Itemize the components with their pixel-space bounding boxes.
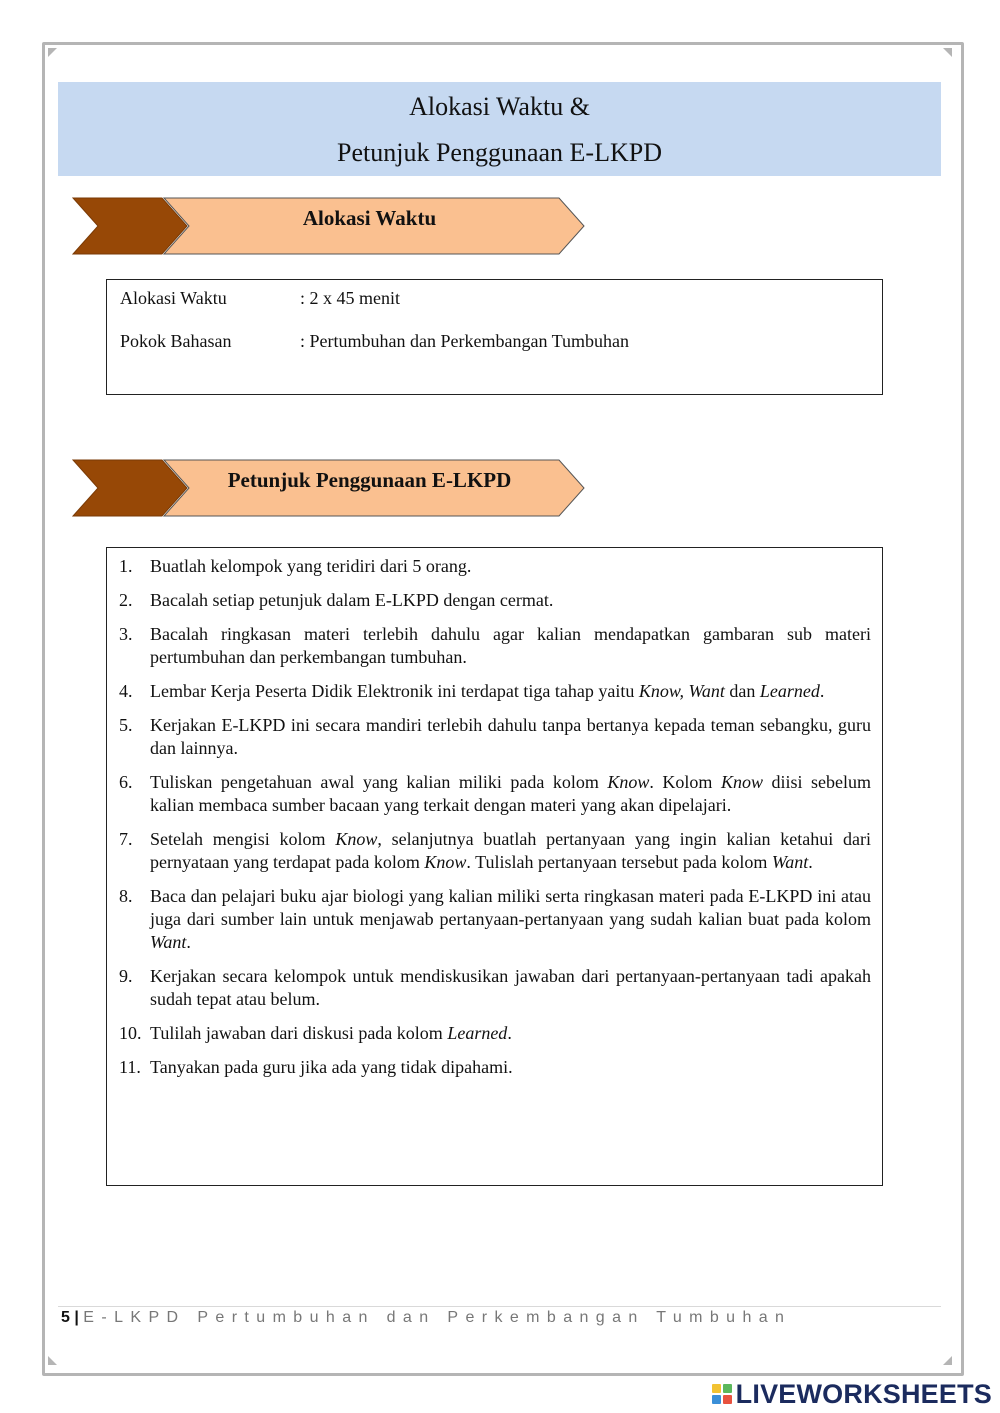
- footer-separator: |: [69, 1309, 84, 1326]
- section-heading-alokasi-waktu: Alokasi Waktu: [302, 206, 437, 230]
- section-banner-petunjuk: [72, 458, 587, 518]
- info-value: : 2 x 45 menit: [300, 288, 400, 308]
- instruction-number: 5.: [119, 715, 133, 735]
- instruction-item: [119, 589, 871, 612]
- instruction-number: 11.: [119, 1057, 141, 1077]
- info-key: Alokasi Waktu: [120, 288, 227, 308]
- instruction-number: 7.: [119, 829, 133, 849]
- instruction-text: Tuliskan pengetahuan awal yang kalian miliki pada kolom Know. Kolom Know diisi sebelum kalian membaca sumber bacaan yang terkait dengan materi yang akan dipelajari.: [150, 772, 871, 815]
- instruction-number: 9.: [119, 966, 133, 986]
- footer-title: E-LKPD Pertumbuhan dan Perkembangan Tumbuhan: [83, 1309, 792, 1326]
- brand-text: LIVEWORKSHEETS: [735, 1378, 992, 1409]
- info-key: Pokok Bahasan: [120, 331, 232, 351]
- page-title-line-1: Alokasi Waktu &: [409, 92, 590, 121]
- liveworksheets-logo: [712, 1380, 992, 1408]
- frame-corner-bottom-left: [48, 1356, 57, 1365]
- instruction-text: Tanyakan pada guru jika ada yang tidak dipahami.: [150, 1057, 513, 1077]
- instruction-item: [119, 714, 871, 760]
- instruction-item: [119, 828, 871, 874]
- info-box: [106, 279, 883, 395]
- section-banner-alokasi-waktu: [72, 196, 587, 256]
- page-number: 5: [61, 1309, 70, 1326]
- instruction-text: Setelah mengisi kolom Know, selanjutnya buatlah pertanyaan yang ingin kalian ketahui dari pernyataan yang terdapat pada kolom Know. Tulislah pertanyaan tersebut pada kolom Want.: [150, 829, 871, 872]
- instruction-number: 3.: [119, 624, 133, 644]
- instruction-text: Bacalah setiap petunjuk dalam E-LKPD dengan cermat.: [150, 590, 554, 610]
- instruction-item: [119, 680, 871, 703]
- instruction-text: Lembar Kerja Peserta Didik Elektronik ini terdapat tiga tahap yaitu Know, Want dan Learned.: [150, 681, 825, 701]
- liveworksheets-grid-icon: [712, 1384, 732, 1404]
- instruction-text: Tulilah jawaban dari diskusi pada kolom Learned.: [150, 1023, 512, 1043]
- instruction-text: Baca dan pelajari buku ajar biologi yang kalian miliki serta ringkasan materi pada E-LKPD ini atau juga dari sumber lain untuk menjawab pertanyaan-pertanyaan yang sudah kalian buat pada kolom Want.: [150, 886, 871, 952]
- page-footer: [61, 1309, 791, 1327]
- instruction-number: 2.: [119, 590, 133, 610]
- instruction-item: [119, 1056, 871, 1079]
- instruction-number: 4.: [119, 681, 133, 701]
- instruction-text: Buatlah kelompok yang teridiri dari 5 orang.: [150, 556, 472, 576]
- frame-corner-top-left: [48, 48, 57, 57]
- instruction-number: 6.: [119, 772, 133, 792]
- instruction-item: [119, 771, 871, 817]
- frame-corner-top-right: [943, 48, 952, 57]
- instruction-number: 10.: [119, 1023, 142, 1043]
- instructions-box: [106, 547, 883, 1186]
- info-value: : Pertumbuhan dan Perkembangan Tumbuhan: [300, 331, 629, 351]
- instruction-text: Kerjakan secara kelompok untuk mendiskusikan jawaban dari pertanyaan-pertanyaan tadi apakah sudah tepat atau belum.: [150, 966, 871, 1009]
- instruction-item: [119, 1022, 871, 1045]
- instruction-item: [119, 965, 871, 1011]
- instruction-text: Bacalah ringkasan materi terlebih dahulu agar kalian mendapatkan gambaran sub materi pertumbuhan dan perkembangan tumbuhan.: [150, 624, 871, 667]
- title-band: [58, 82, 941, 176]
- instruction-number: 1.: [119, 556, 133, 576]
- instruction-item: [119, 623, 871, 669]
- instruction-number: 8.: [119, 886, 133, 906]
- page-title-line-2: Petunjuk Penggunaan E-LKPD: [337, 138, 662, 167]
- frame-corner-bottom-right: [943, 1356, 952, 1365]
- instruction-text: Kerjakan E-LKPD ini secara mandiri terlebih dahulu tanpa bertanya kepada teman sebangku, guru dan lainnya.: [150, 715, 871, 758]
- footer-divider: [58, 1306, 941, 1307]
- section-heading-petunjuk: Petunjuk Penggunaan E-LKPD: [227, 468, 512, 492]
- instruction-item: [119, 885, 871, 954]
- instructions-list: [119, 555, 871, 1090]
- instruction-item: [119, 555, 871, 578]
